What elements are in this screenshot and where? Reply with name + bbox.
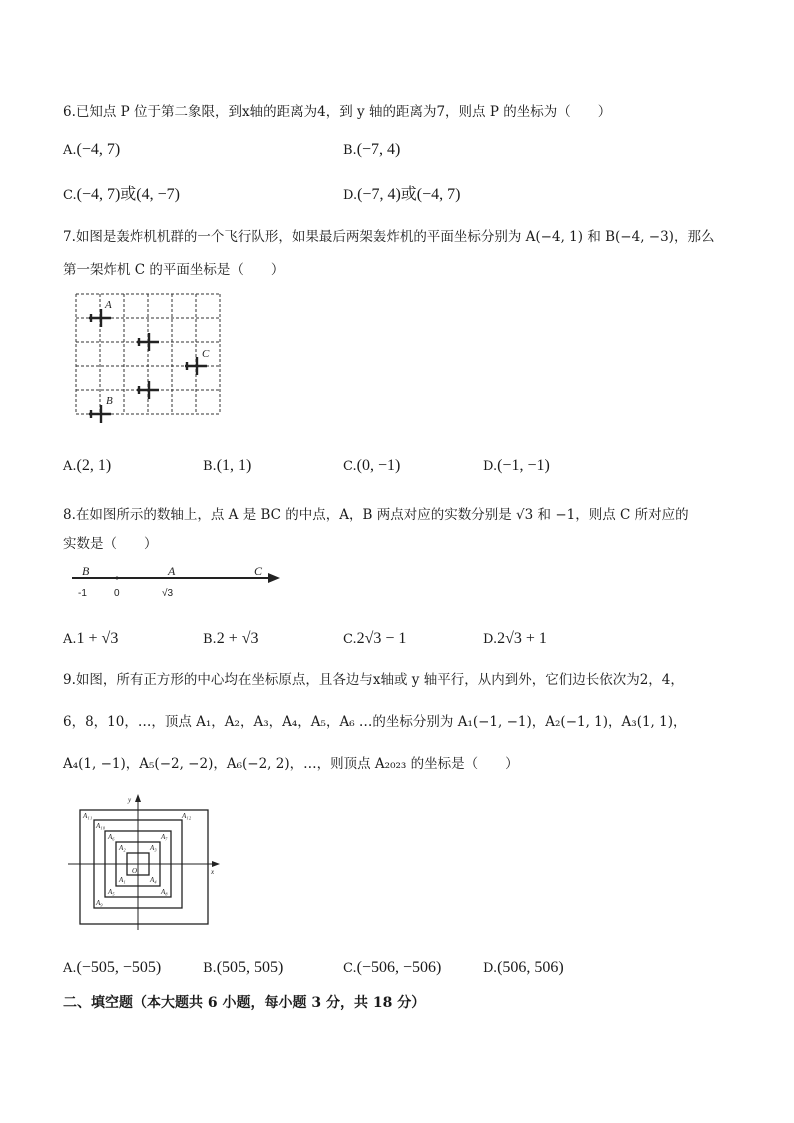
option-label: C. — [63, 188, 77, 203]
q9-stem-line3: A₄(1, −1)，A₅(−2, −2)，A₆(−2, 2)，…，则顶点 A₂₀₂₃ 的坐标是（ ） — [63, 756, 519, 772]
q8-option-c — [343, 630, 406, 648]
option-label: D. — [483, 632, 498, 647]
q7-option-c — [343, 457, 400, 475]
q6-option-b — [343, 141, 400, 159]
vertex-label: A₇ — [161, 833, 168, 841]
option-text: 2√3 + 1 — [497, 630, 547, 647]
arrow-icon — [212, 861, 220, 867]
plane-icon — [89, 405, 111, 423]
q7-option-d — [483, 457, 550, 475]
tick-label-zero: 0 — [114, 588, 120, 599]
label-a: A — [168, 564, 176, 578]
q8-number-line-figure — [68, 564, 284, 600]
q8-stem-line1: 8.在如图所示的数轴上，点 A 是 BC 的中点，A，B 两点对应的实数分别是 √3 和 −1，则点 C 所对应的 — [63, 507, 689, 523]
option-label: C. — [343, 961, 357, 976]
vertex-label: A₈ — [161, 888, 168, 896]
option-text: 2 + √3 — [216, 630, 259, 647]
q7-stem-line2: 第一架炸机 C 的平面坐标是（ ） — [63, 262, 285, 278]
label-b: B — [106, 395, 113, 407]
axis-label-x: x — [211, 868, 215, 876]
option-text: 2√3 − 1 — [356, 630, 407, 647]
arrow-icon — [135, 794, 141, 802]
section-heading: 二、填空题（本大题共 6 小题，每小题 3 分，共 18 分） — [63, 995, 426, 1011]
q9-stem-line2: 6，8，10，…，顶点 A₁，A₂，A₃，A₄，A₅，A₆ …的坐标分别为 A₁(−1, −1)，A₂(−1, 1)，A₃(1, 1)， — [63, 714, 687, 730]
option-text: (−7, 4)或(−4, 7) — [357, 186, 461, 203]
plane-icon — [89, 309, 111, 327]
axis-label-y: y — [128, 796, 132, 804]
tick-label-sqrt3: √3 — [162, 588, 174, 599]
q7-stem-line1: 7.如图是轰炸机机群的一个飞行队形，如果最后两架轰炸机的平面坐标分别为 A(−4, 1) 和 B(−4, −3)，那么 — [63, 229, 715, 245]
q6-option-a — [63, 141, 120, 159]
plane-icon — [137, 381, 159, 399]
q8-option-b — [203, 630, 259, 648]
q9-option-c — [343, 959, 441, 977]
q9-stem-line1: 9.如图，所有正方形的中心均在坐标原点，且各边与x轴或 y 轴平行，从内到外，它们边长依次为2，4， — [63, 672, 684, 688]
vertex-label: A₉ — [96, 899, 103, 907]
q8-option-d — [483, 630, 547, 648]
option-text: (−4, 7)或(4, −7) — [76, 186, 180, 203]
label-a: A — [105, 299, 112, 311]
q9-option-d — [483, 959, 564, 977]
q7-option-a — [63, 457, 111, 475]
q7-formation-figure — [68, 288, 228, 424]
vertex-label: A₁ — [119, 876, 126, 884]
arrow-icon — [268, 573, 280, 583]
option-label: D. — [343, 188, 358, 203]
vertex-label: A₁₀ — [96, 822, 106, 830]
option-label: B. — [203, 459, 217, 474]
label-c: C — [254, 564, 263, 578]
option-text: (505, 505) — [216, 959, 284, 976]
option-text: (0, −1) — [356, 457, 401, 474]
q6-option-c — [63, 181, 180, 204]
vertex-label: A₂ — [119, 844, 126, 852]
q9-option-a — [63, 959, 161, 977]
tick-point — [116, 577, 119, 580]
option-text: (−506, −506) — [356, 959, 442, 976]
option-label: B. — [203, 632, 217, 647]
option-text: (2, 1) — [76, 457, 112, 474]
option-text: (−4, 7) — [76, 141, 121, 158]
option-label: B. — [343, 143, 357, 158]
q8-stem-line2: 实数是（ ） — [63, 536, 158, 552]
option-label: B. — [203, 961, 217, 976]
q6-option-d — [343, 181, 460, 204]
option-label: A. — [63, 632, 77, 647]
option-text: 1 + √3 — [76, 630, 119, 647]
plane-icon — [137, 333, 159, 351]
option-label: D. — [483, 961, 498, 976]
option-label: C. — [343, 459, 357, 474]
option-label: C. — [343, 632, 357, 647]
option-text: (−505, −505) — [76, 959, 162, 976]
q9-option-b — [203, 959, 283, 977]
option-text: (−1, −1) — [497, 457, 550, 474]
origin-label: O — [132, 867, 138, 875]
option-text: (1, 1) — [216, 457, 252, 474]
option-label: A. — [63, 961, 77, 976]
q7-option-b — [203, 457, 251, 475]
vertex-label: A₁₂ — [182, 812, 192, 820]
q9-squares-figure — [68, 790, 228, 932]
tick-label-minus-one: -1 — [78, 588, 87, 599]
q6-stem: 6.已知点 P 位于第二象限，到x轴的距离为4，到 y 轴的距离为7，则点 P 的坐标为（ ） — [63, 104, 612, 120]
vertex-label: A₃ — [150, 844, 157, 852]
label-c: C — [202, 348, 210, 360]
q8-option-a — [63, 630, 118, 648]
option-label: A. — [63, 459, 77, 474]
vertex-label: A₁₁ — [83, 812, 93, 820]
option-text: (−7, 4) — [356, 141, 401, 158]
vertex-label: A₆ — [108, 833, 115, 841]
vertex-label: A₅ — [108, 888, 115, 896]
label-b: B — [82, 564, 90, 578]
option-label: A. — [63, 143, 77, 158]
option-text: (506, 506) — [497, 959, 564, 976]
vertex-label: A₄ — [150, 876, 157, 884]
option-label: D. — [483, 459, 498, 474]
